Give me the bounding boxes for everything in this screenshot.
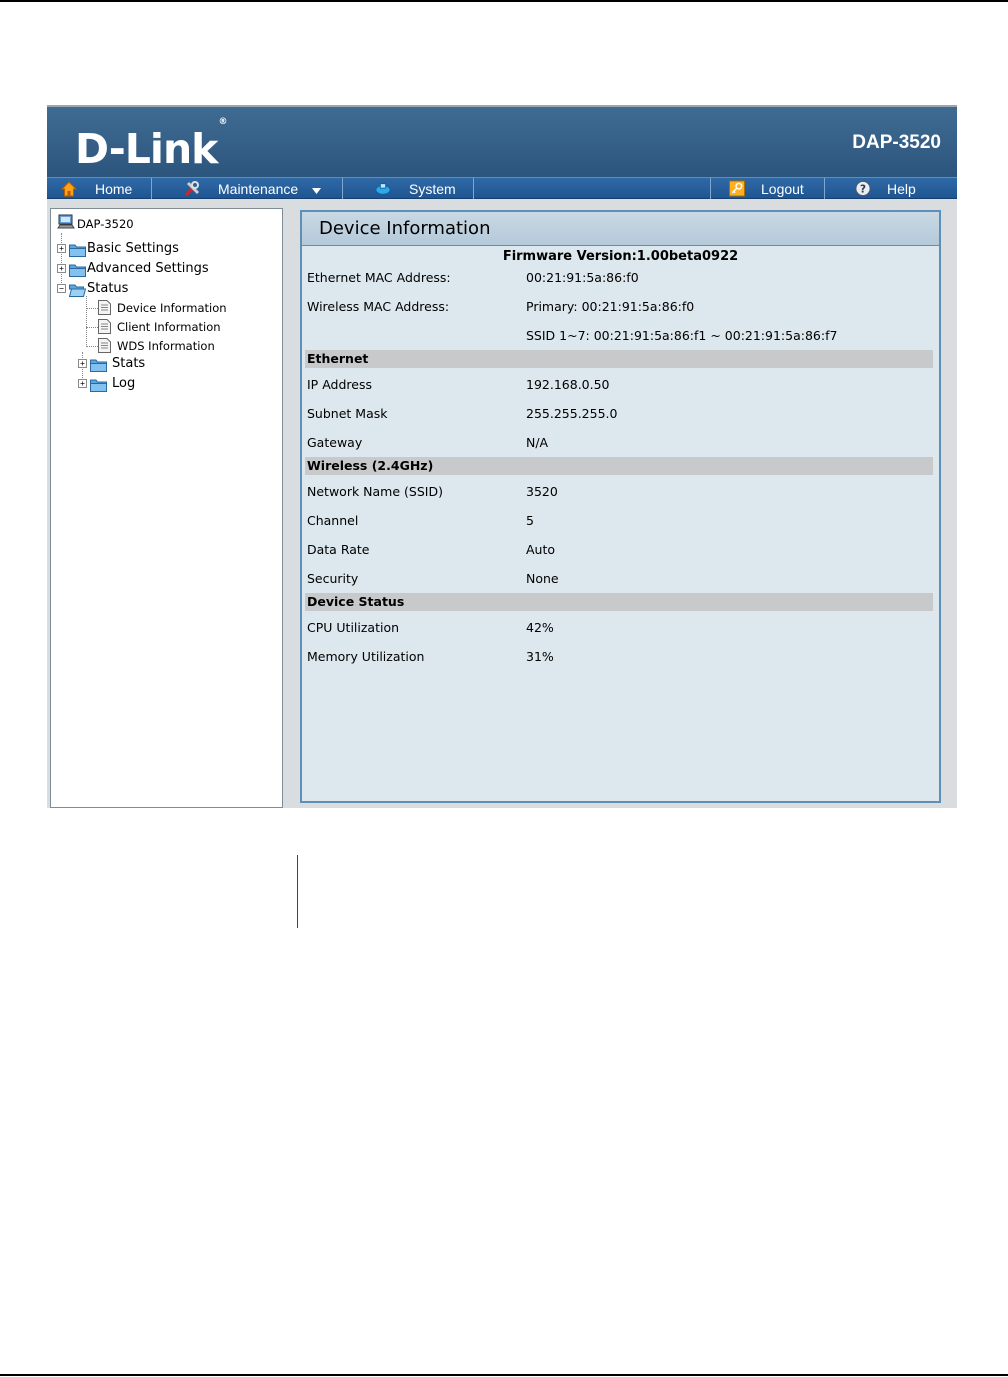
model-name: DAP-3520 <box>852 132 941 153</box>
section-wireless: Wireless (2.4GHz) <box>305 457 933 475</box>
nav-system-label: System <box>409 180 456 197</box>
ssid-row <box>302 482 939 502</box>
document-icon <box>98 300 111 315</box>
expand-icon[interactable]: + <box>57 264 66 273</box>
folder-open-icon <box>69 282 86 295</box>
folder-icon <box>69 262 86 275</box>
folder-icon <box>69 242 86 255</box>
margin-divider <box>297 855 298 928</box>
field-label: Ethernet MAC Address: <box>307 270 451 285</box>
folder-icon <box>90 377 107 390</box>
field-value: 31% <box>526 649 554 664</box>
browser-screenshot <box>47 105 957 808</box>
tree-item-label: Status <box>87 281 129 296</box>
tree-item-label: Device Information <box>117 300 227 315</box>
tree-item-label: Stats <box>112 356 146 371</box>
ethernet-mac-row <box>302 268 939 288</box>
expand-icon[interactable]: + <box>78 379 87 388</box>
field-value: 5 <box>526 513 534 528</box>
page-title: Device Information <box>302 212 939 246</box>
field-value: Auto <box>526 542 556 557</box>
nav-home[interactable] <box>47 178 152 199</box>
key-icon <box>729 181 745 197</box>
field-label: Wireless MAC Address: <box>307 299 450 314</box>
page-bottom-rule <box>0 1374 1008 1376</box>
cpu-utilization-row <box>302 618 939 638</box>
tree-item-log[interactable] <box>78 376 135 391</box>
system-icon <box>375 181 391 197</box>
field-value: 42% <box>526 620 554 635</box>
subnet-mask-row <box>302 404 939 424</box>
navigation-tree <box>50 208 283 808</box>
tree-item-status[interactable] <box>57 281 128 296</box>
device-information-panel <box>300 210 941 803</box>
field-label: Network Name (SSID) <box>307 484 443 499</box>
nav-logout-label: Logout <box>761 180 804 197</box>
field-label: Gateway <box>307 435 363 450</box>
data-rate-row <box>302 540 939 560</box>
security-row <box>302 569 939 589</box>
tree-item-label: Advanced Settings <box>87 261 209 276</box>
nav-maintenance[interactable] <box>152 178 343 199</box>
page-top-rule <box>0 0 1008 2</box>
field-value: 00:21:91:5a:86:f0 <box>526 270 639 285</box>
tree-item-basic-settings[interactable] <box>57 241 179 256</box>
nav-system[interactable] <box>343 178 474 199</box>
memory-utilization-row <box>302 647 939 667</box>
field-label: Channel <box>307 513 359 528</box>
tree-item-client-information[interactable] <box>98 319 221 334</box>
expand-icon[interactable]: + <box>78 359 87 368</box>
field-value: 255.255.255.0 <box>526 406 618 421</box>
computer-icon <box>57 214 75 234</box>
wireless-mac-ssid-row <box>302 326 939 346</box>
tree-item-label: Log <box>112 376 136 391</box>
tree-connector <box>86 308 98 309</box>
section-ethernet: Ethernet <box>305 350 933 368</box>
field-value: None <box>526 571 559 586</box>
nav-help[interactable] <box>825 178 957 199</box>
tree-root[interactable] <box>57 214 134 234</box>
tree-item-device-information[interactable] <box>98 300 227 315</box>
tree-item-label: WDS Information <box>117 338 215 353</box>
tools-icon <box>184 181 200 197</box>
nav-help-label: Help <box>887 180 916 197</box>
svg-text:?: ? <box>859 183 867 196</box>
dlink-logo <box>75 117 227 173</box>
tree-item-wds-information[interactable] <box>98 338 215 353</box>
document-icon <box>98 319 111 334</box>
field-label: Subnet Mask <box>307 406 388 421</box>
field-label: CPU Utilization <box>307 620 400 635</box>
expand-icon[interactable]: + <box>57 244 66 253</box>
tree-root-label: DAP-3520 <box>77 217 134 231</box>
field-label: Security <box>307 571 359 586</box>
wireless-mac-row <box>302 297 939 317</box>
document-icon <box>98 338 111 353</box>
logo-registered-mark: ® <box>218 117 227 128</box>
ip-address-row <box>302 375 939 395</box>
gateway-row <box>302 433 939 453</box>
help-icon <box>855 181 871 197</box>
field-value: N/A <box>526 435 549 450</box>
tree-connector <box>86 346 98 347</box>
field-value: 3520 <box>526 484 558 499</box>
field-label: Data Rate <box>307 542 370 557</box>
header-banner <box>47 107 957 177</box>
field-value: 192.168.0.50 <box>526 377 610 392</box>
tree-item-advanced-settings[interactable] <box>57 261 209 276</box>
chevron-down-icon <box>312 181 321 197</box>
channel-row <box>302 511 939 531</box>
section-device-status: Device Status <box>305 593 933 611</box>
nav-maintenance-label: Maintenance <box>218 180 299 197</box>
tree-item-label: Client Information <box>117 319 221 334</box>
tree-connector <box>86 296 87 347</box>
field-value: Primary: 00:21:91:5a:86:f0 <box>526 299 695 314</box>
tree-item-stats[interactable] <box>78 356 145 371</box>
nav-home-label: Home <box>95 180 133 197</box>
top-nav <box>47 177 957 199</box>
field-label: IP Address <box>307 377 372 392</box>
tree-item-label: Basic Settings <box>87 241 179 256</box>
tree-connector <box>86 327 98 328</box>
logo-text: D-Link <box>75 125 218 173</box>
firmware-version: Firmware Version:1.00beta0922 <box>502 249 739 264</box>
nav-logout[interactable] <box>710 178 825 199</box>
folder-icon <box>90 357 107 370</box>
collapse-icon[interactable]: − <box>57 284 66 293</box>
field-label: Memory Utilization <box>307 649 425 664</box>
field-value: SSID 1~7: 00:21:91:5a:86:f1 ~ 00:21:91:5a:86:f7 <box>526 328 838 343</box>
home-icon <box>61 181 77 197</box>
